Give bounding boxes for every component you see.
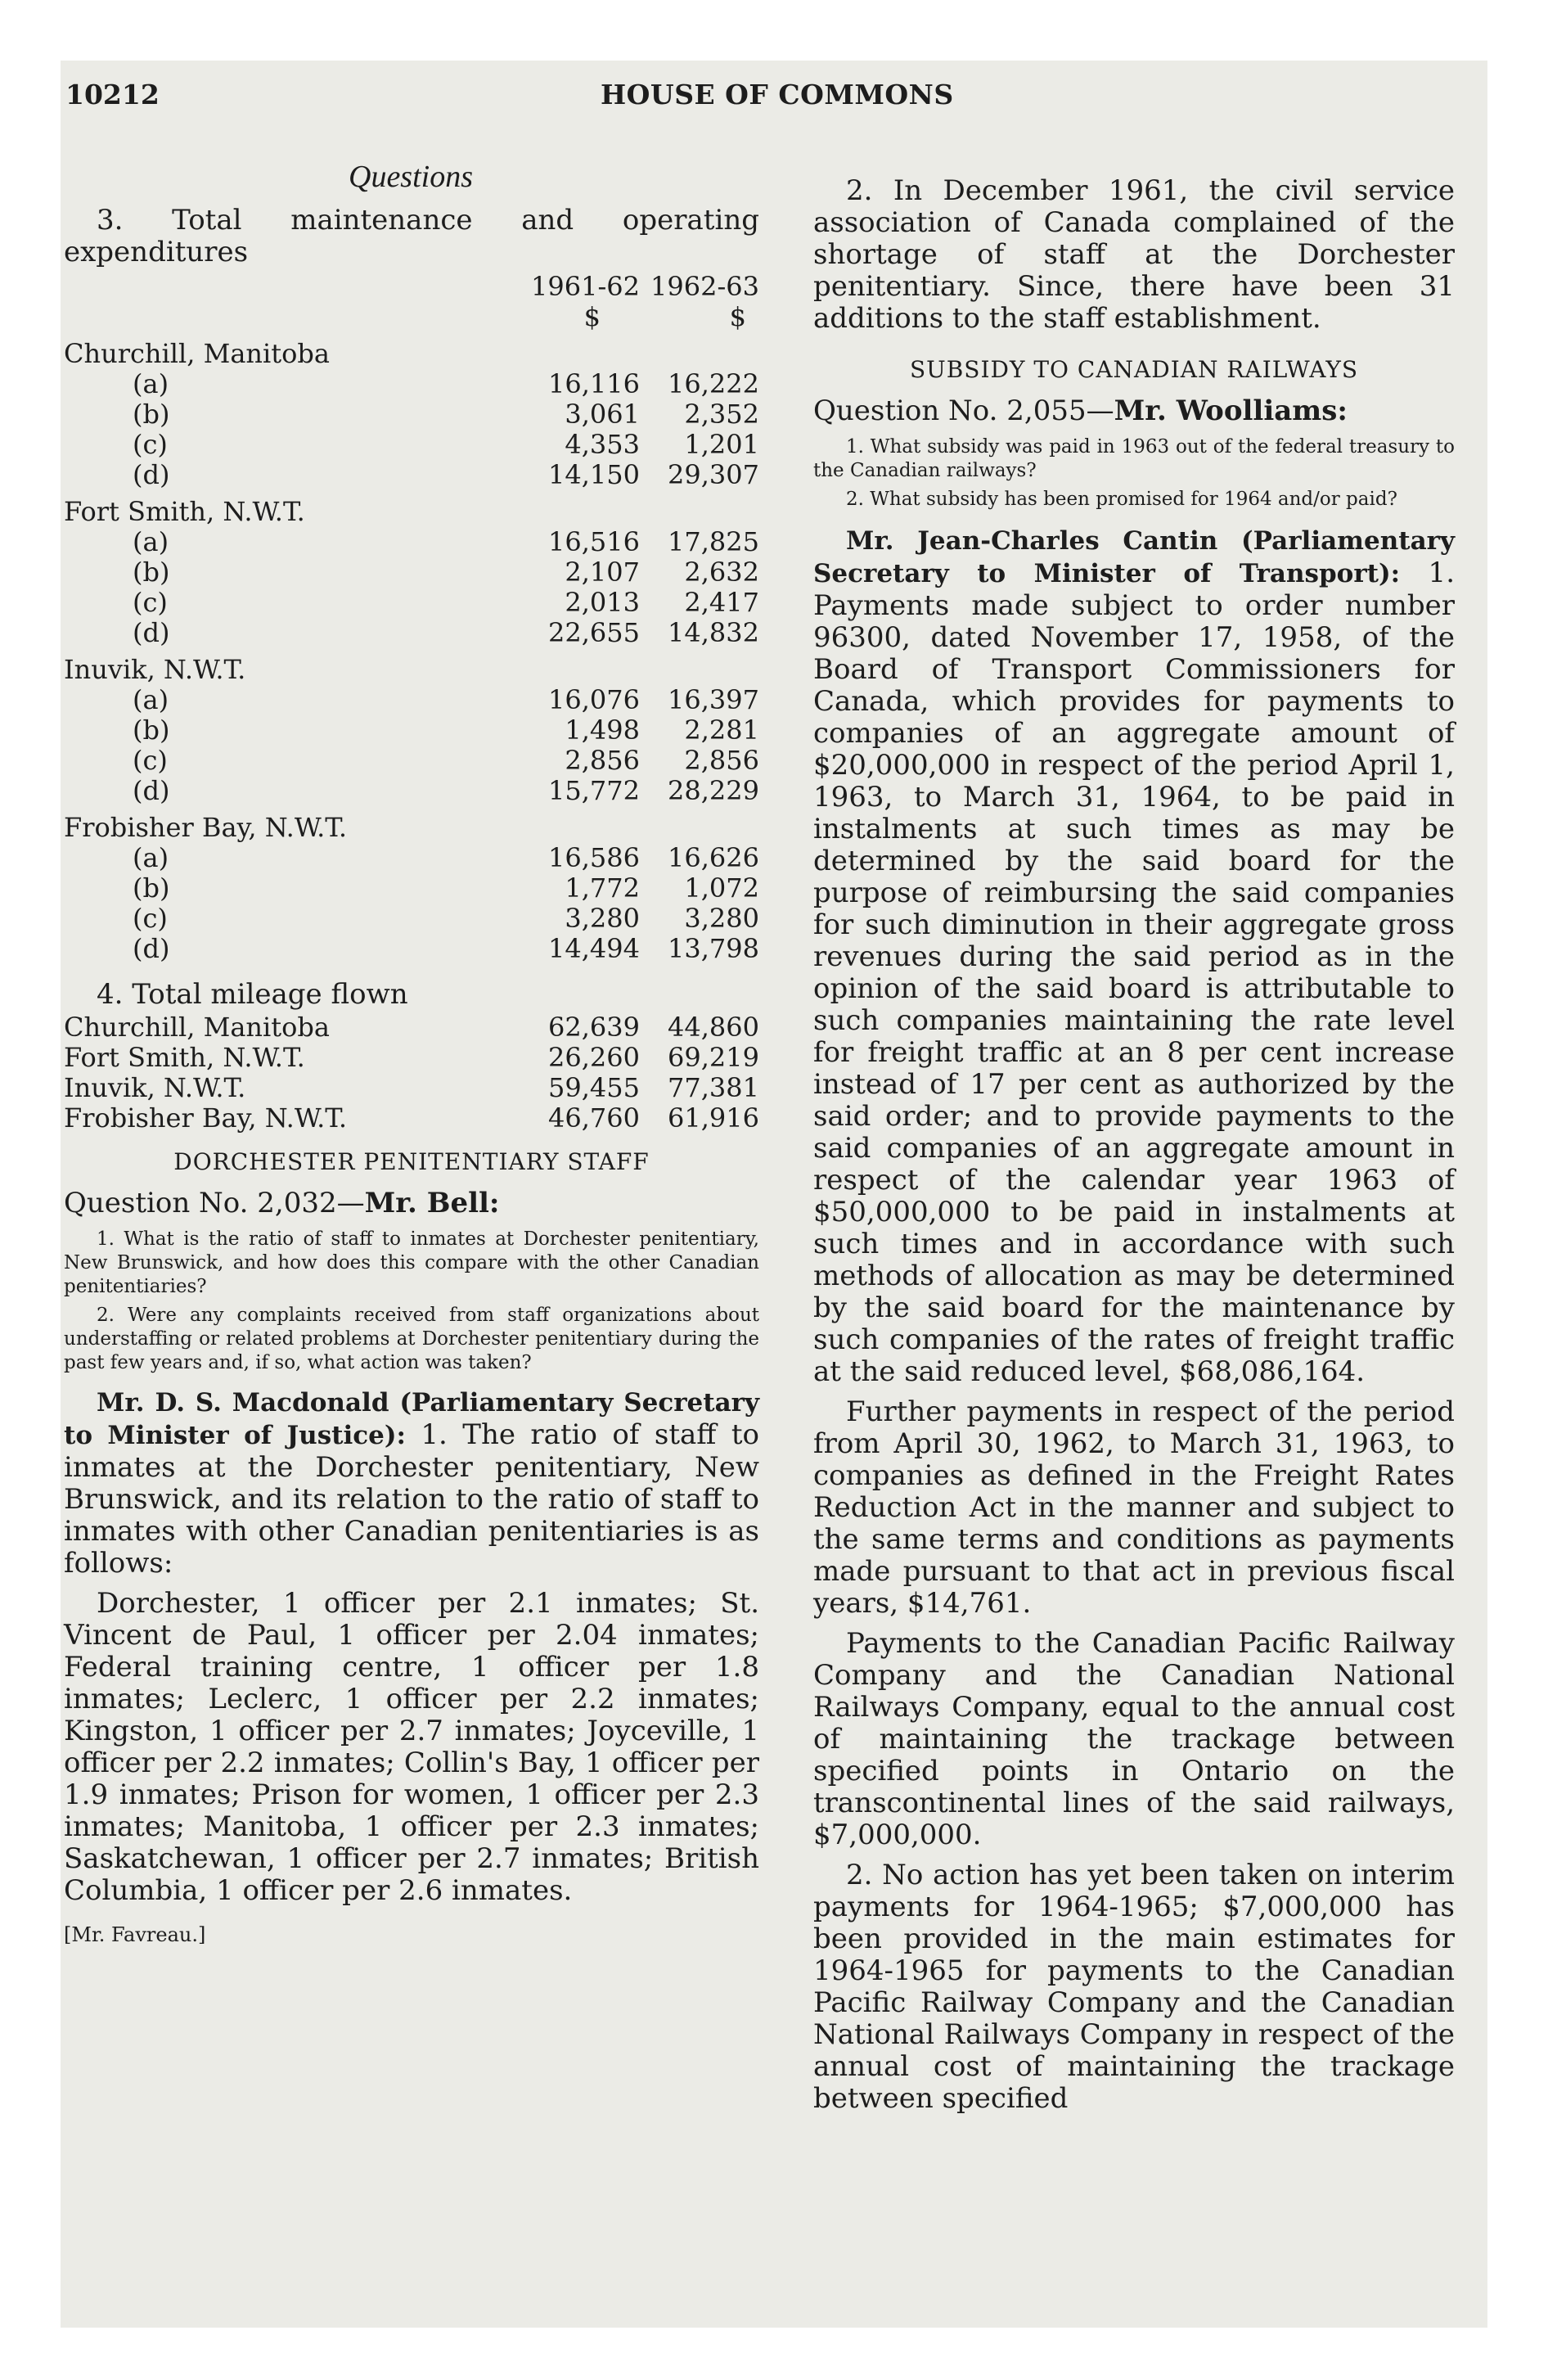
- table-row: [64, 1073, 759, 1103]
- value-1962-63: 2,417: [684, 587, 759, 618]
- value-1962-63: 2,281: [684, 714, 759, 746]
- section-head-dorchester: DORCHESTER PENITENTIARY STAFF: [173, 1148, 650, 1175]
- table-row: [64, 618, 759, 648]
- value-1961-62: 3,061: [565, 399, 640, 430]
- group-name: Frobisher Bay, N.W.T.: [64, 812, 348, 843]
- table-group-title: [64, 339, 759, 369]
- value-1961-62: 15,772: [548, 775, 640, 806]
- value-1962-63: 44,860: [668, 1012, 759, 1043]
- running-head: HOUSE OF COMMONS: [601, 79, 954, 110]
- row-label: (b): [133, 399, 170, 430]
- value-1962-63: 69,219: [668, 1042, 759, 1073]
- row-label: (a): [133, 526, 169, 557]
- right-para-4: 2. No action has yet been taken on interim payments for 1964-1965; $7,000,000 has been provided in the main estimates for 1964-1965 for payments to the Canadian Pacific Railway Company and the Canadian National Railways Company in respect of the annual cost of maintaining the trackage between specified: [813, 1859, 1455, 2115]
- table-group-title: [64, 655, 759, 685]
- col-unit-1: $: [583, 301, 601, 332]
- table-group-title: [64, 497, 759, 527]
- value-1961-62: 59,455: [548, 1072, 640, 1103]
- value-1961-62: 16,076: [548, 684, 640, 715]
- row-label: (b): [133, 714, 170, 746]
- group-name: Inuvik, N.W.T.: [64, 654, 246, 685]
- group-name: Fort Smith, N.W.T.: [64, 496, 305, 527]
- page-number: 10212: [65, 79, 160, 110]
- row-label: (c): [133, 587, 168, 618]
- question-2055-prefix: Question No. 2,055—: [813, 394, 1114, 427]
- col-unit-2: $: [729, 301, 746, 332]
- table-row: [64, 399, 759, 430]
- value-1962-63: 14,832: [668, 617, 759, 648]
- row-label: (b): [133, 872, 170, 904]
- value-1961-62: 22,655: [548, 617, 640, 648]
- expenditure-table: [64, 272, 759, 971]
- table-row: [64, 934, 759, 964]
- answer-macdonald-text: 1. The ratio of staff to inmates at the Dorchester penitentiary, New Brunswick, and its relation to the ratio of staff to inmates with other Canadian penitentiaries is as follows:: [64, 1418, 759, 1580]
- right-column: [813, 175, 1455, 2123]
- question-2032-item-2: 2. Were any complaints received from staff organizations about understaffing or related problems at Dorchester penitentiary during the past few years and, if so, what action was taken?: [64, 1305, 759, 1373]
- value-1961-62: 2,856: [565, 745, 640, 776]
- row-label: (b): [133, 557, 170, 588]
- value-1961-62: 14,494: [548, 933, 640, 964]
- value-1962-63: 77,381: [668, 1072, 759, 1103]
- question-2032-member: Mr. Bell:: [364, 1187, 500, 1219]
- table-row: [64, 685, 759, 715]
- answer-macdonald-p1: [64, 1386, 759, 1580]
- table-row: [64, 1012, 759, 1043]
- right-para-1: 2. In December 1961, the civil service association of Canada complained of the shortage of staff at the Dorchester penitentiary. Since, there have been 31 additions to the staff establishment.: [813, 174, 1455, 335]
- col-header-1961-62: 1961-62: [531, 271, 640, 302]
- footer-note: [Mr. Favreau.]: [64, 1923, 206, 1946]
- value-1962-63: 16,397: [668, 684, 759, 715]
- table-header-years: [64, 272, 759, 302]
- value-1962-63: 2,856: [684, 745, 759, 776]
- right-para-2: Further payments in respect of the period from April 30, 1962, to March 31, 1963, to companies as defined in the Freight Rates Reduction Act in the manner and subject to the same terms and conditions as payments made pursuant to that act in previous fiscal years, $14,761.: [813, 1395, 1455, 1620]
- table-row: [64, 776, 759, 806]
- value-1961-62: 16,586: [548, 842, 640, 873]
- question-2055-line: [813, 394, 1455, 427]
- row-label: (c): [133, 429, 168, 460]
- value-1962-63: 61,916: [668, 1102, 759, 1134]
- section-head-subsidy: SUBSIDY TO CANADIAN RAILWAYS: [909, 356, 1359, 383]
- question-2055-item-2: 2. What subsidy has been promised for 1964 and/or paid?: [846, 489, 1397, 510]
- question-2032-prefix: Question No. 2,032—: [64, 1187, 365, 1219]
- table-row: [64, 1043, 759, 1073]
- value-1961-62: 2,107: [565, 557, 640, 588]
- section-title-questions: Questions: [349, 160, 473, 194]
- value-1962-63: 28,229: [668, 775, 759, 806]
- group-name: Churchill, Manitoba: [64, 338, 330, 369]
- row-label: (d): [133, 933, 170, 964]
- value-1961-62: 26,260: [548, 1042, 640, 1073]
- question-2055-item-1: 1. What subsidy was paid in 1963 out of the federal treasury to the Canadian railways?: [813, 436, 1455, 481]
- page-header: [0, 79, 1548, 128]
- value-1961-62: 4,353: [565, 429, 640, 460]
- value-1961-62: 3,280: [565, 903, 640, 934]
- table-row: [64, 369, 759, 399]
- value-1962-63: 16,222: [668, 368, 759, 399]
- row-label: (d): [133, 617, 170, 648]
- right-para-3: Payments to the Canadian Pacific Railway Company and the Canadian National Railways Company, equal to the annual cost of maintaining the trackage between specified points in Ontario on the transcontinental lines of the said railways, $7,000,000.: [813, 1627, 1455, 1851]
- row-label: (a): [133, 368, 169, 399]
- table-row: [64, 904, 759, 934]
- answer-cantin-text: 1. Payments made subject to order number 96300, dated November 17, 1958, of the Board of Transport Commissioners for Canada, which provides for payments to companies of an aggregate amount of $20,000,000 in respect of the period April 1, 1963, to March 31, 1964, to be paid in instalments at such times as may be determined by the said board for the purpose of reimbursing the said companies for such diminution in their aggregate gross revenues during the said period as in the opinion of the said board is attributable to such companies maintaining the rate level for freight traffic at an 8 per cent increase instead of 17 per cent as authorized by the said order; and to provide payments to the said companies of an aggregate amount in respect of the calendar year 1963 of $50,000,000 to be paid in instalments at such times and in accordance with such methods of allocation as may be determined by the said board for the maintenance by such companies of the rates of freight traffic at the said reduced level, $68,086,164.: [813, 557, 1455, 1388]
- row-label: (d): [133, 775, 170, 806]
- answer-macdonald-p2: Dorchester, 1 officer per 2.1 inmates; St. Vincent de Paul, 1 officer per 2.04 inmates; Federal training centre, 1 officer per 1.8 inmates; Leclerc, 1 officer per 2.2 inmates; Kingston, 1 officer per 2.7 inmates; Joyceville, 1 officer per 2.2 inmates; Collin's Bay, 1 officer per 1.9 inmates; Prison for women, 1 officer per 2.3 inmates; Manitoba, 1 officer per 2.3 inmates; Saskatchewan, 1 officer per 2.7 inmates; British Columbia, 1 officer per 2.6 inmates.: [64, 1587, 759, 1907]
- row-label: (a): [133, 684, 169, 715]
- value-1961-62: 16,116: [548, 368, 640, 399]
- table-row: [64, 460, 759, 490]
- row-label: (c): [133, 745, 168, 776]
- value-1961-62: 1,498: [565, 714, 640, 746]
- value-1961-62: 14,150: [548, 459, 640, 490]
- value-1961-62: 1,772: [565, 872, 640, 904]
- table-row: [64, 715, 759, 746]
- value-1962-63: 2,352: [684, 399, 759, 430]
- table-row: [64, 1103, 759, 1134]
- value-1961-62: 62,639: [548, 1012, 640, 1043]
- value-1962-63: 29,307: [668, 459, 759, 490]
- row-label: Churchill, Manitoba: [64, 1012, 330, 1043]
- expenditure-groups: [64, 339, 759, 971]
- row-label: (a): [133, 842, 169, 873]
- value-1961-62: 16,516: [548, 526, 640, 557]
- table-row: [64, 746, 759, 776]
- table-row: [64, 557, 759, 588]
- answer-cantin-speaker: Mr. Jean-Charles Cantin (Parliamentary Secretary to Minister of Transport):: [813, 526, 1455, 588]
- table-group-title: [64, 813, 759, 843]
- question-2032-line: [64, 1187, 759, 1219]
- row-label: Inuvik, N.W.T.: [64, 1072, 246, 1103]
- row-label: Frobisher Bay, N.W.T.: [64, 1102, 348, 1134]
- col-header-1962-63: 1962-63: [650, 271, 759, 302]
- answer-macdonald-speaker: Mr. D. S. Macdonald (Parliamentary Secretary to Minister of Justice):: [64, 1388, 759, 1450]
- table-row: [64, 527, 759, 557]
- value-1962-63: 13,798: [668, 933, 759, 964]
- value-1962-63: 1,201: [684, 429, 759, 460]
- mileage-table: [64, 1012, 759, 1134]
- row-label: (d): [133, 459, 170, 490]
- question-2055-member: Mr. Woolliams:: [1114, 394, 1348, 427]
- table-row: [64, 588, 759, 618]
- q4-title: 4. Total mileage flown: [97, 978, 408, 1011]
- row-label: Fort Smith, N.W.T.: [64, 1042, 305, 1073]
- q3-title: 3. Total maintenance and operating expenditures: [64, 204, 759, 268]
- value-1961-62: 2,013: [565, 587, 640, 618]
- value-1962-63: 16,626: [668, 842, 759, 873]
- question-2032-item-1: 1. What is the ratio of staff to inmates at Dorchester penitentiary, New Brunswick, and how does this compare with the other Canadian penitentiaries?: [64, 1228, 759, 1297]
- table-row: [64, 430, 759, 460]
- answer-cantin-p1: [813, 525, 1455, 1388]
- value-1962-63: 2,632: [684, 557, 759, 588]
- row-label: (c): [133, 903, 168, 934]
- value-1962-63: 1,072: [684, 872, 759, 904]
- table-row: [64, 843, 759, 873]
- value-1962-63: 3,280: [684, 903, 759, 934]
- table-row: [64, 873, 759, 904]
- table-header-units: [64, 302, 759, 332]
- left-column: [64, 160, 759, 1946]
- value-1962-63: 17,825: [668, 526, 759, 557]
- value-1961-62: 46,760: [548, 1102, 640, 1134]
